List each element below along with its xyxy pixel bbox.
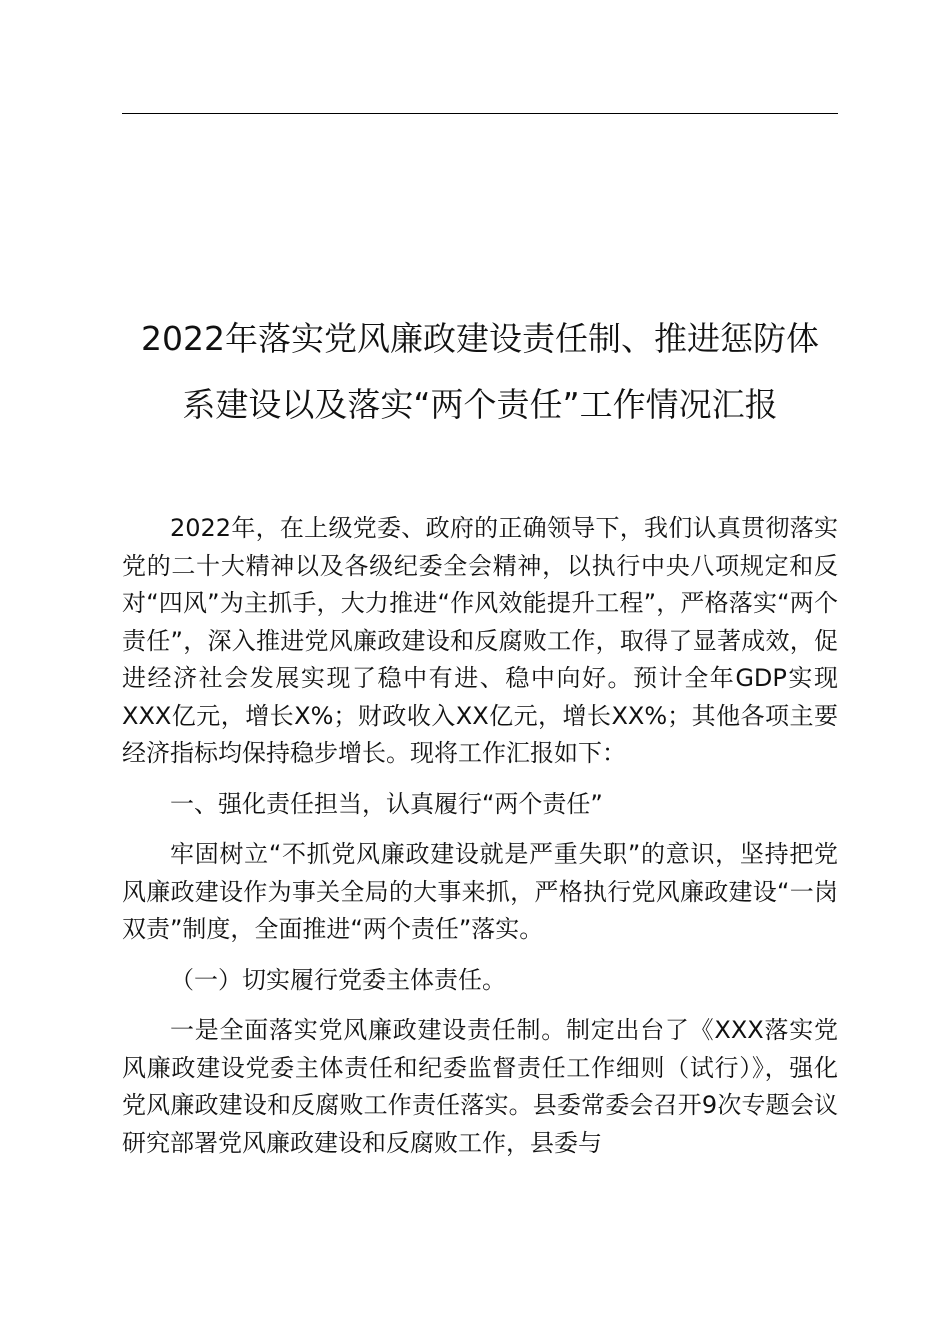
subsection-heading-1: （一）切实履行党委主体责任。 [170,965,506,994]
title-line-1: 2022年落实党风廉政建设责任制、推进惩防体 [141,319,819,358]
section-heading-1: 一、强化责任担当，认真履行“两个责任” [170,789,603,818]
subsection-paragraph-1: 一是全面落实党风廉政建设责任制。制定出台了《XXX落实党风廉政建设党委主体责任和纪委监督责任工作细则（试行）》，强化党风廉政建设和反腐败工作责任落实。县委常委会召开9次专题会议研究部署党风廉政建设和反腐败工作，县委与 [122,1016,838,1157]
document-body [122,510,838,1162]
intro-paragraph: 2022年，在上级党委、政府的正确领导下，我们认真贯彻落实党的二十大精神以及各级纪委全会精神，以执行中央八项规定和反对“四风”为主抓手，大力推进“作风效能提升工程”，严格落实“两个责任”，深入推进党风廉政建设和反腐败工作，取得了显著成效，促进经济社会发展实现了稳中有进、稳中向好。预计全年GDP实现XXX亿元，增长X%；财政收入XX亿元，增长XX%；其他各项主要经济指标均保持稳步增长。现将工作汇报如下： [122,514,838,767]
document-title [122,306,838,438]
header-rule [122,113,838,114]
title-line-2: 系建设以及落实“两个责任”工作情况汇报 [182,385,778,424]
section-paragraph-1: 牢固树立“不抓党风廉政建设就是严重失职”的意识，坚持把党风廉政建设作为事关全局的大事来抓，严格执行党风廉政建设“一岗双责”制度，全面推进“两个责任”落实。 [122,840,838,943]
